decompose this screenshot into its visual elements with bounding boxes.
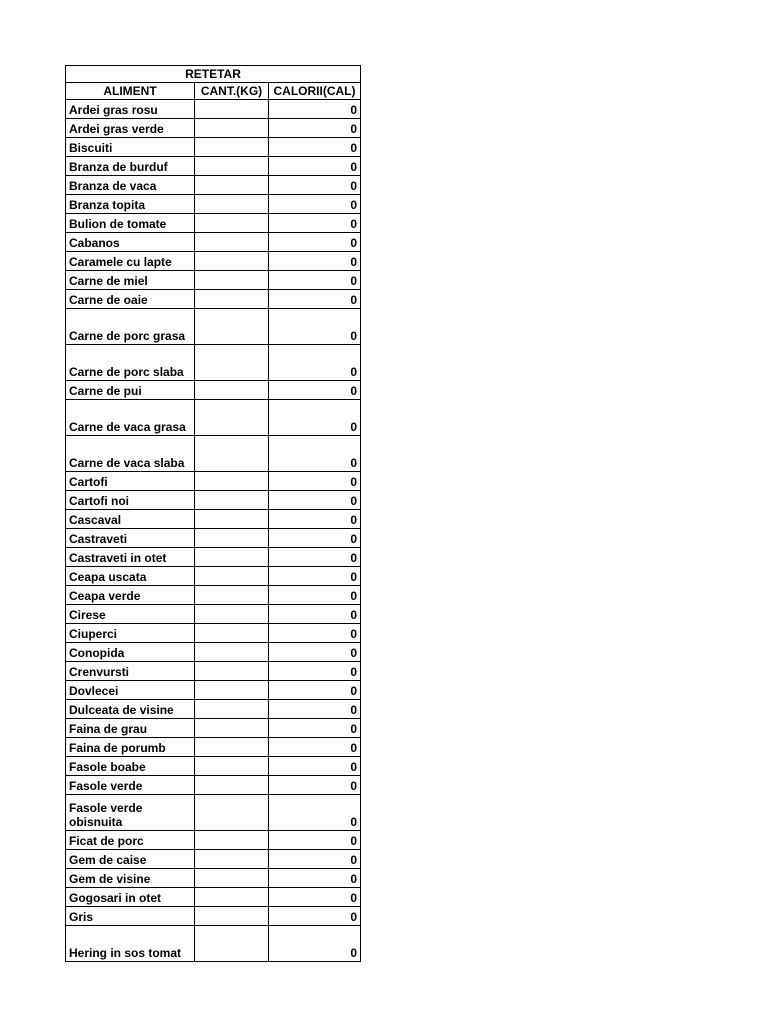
table-row: [66, 907, 361, 926]
calories-cell: 0: [269, 776, 361, 795]
table-row: [66, 719, 361, 738]
food-name-cell: Carne de vaca grasa: [66, 400, 195, 436]
calories-cell: 0: [269, 719, 361, 738]
food-name-cell: Cabanos: [66, 233, 195, 252]
calories-cell: 0: [269, 700, 361, 719]
calories-cell: 0: [269, 472, 361, 491]
food-name-cell: Caramele cu lapte: [66, 252, 195, 271]
quantity-cell[interactable]: [195, 624, 269, 643]
table-row: [66, 567, 361, 586]
table-row: [66, 700, 361, 719]
quantity-cell[interactable]: [195, 586, 269, 605]
table-row: [66, 472, 361, 491]
table-row: [66, 888, 361, 907]
quantity-cell[interactable]: [195, 400, 269, 436]
quantity-cell[interactable]: [195, 548, 269, 567]
food-name-cell: Ceapa verde: [66, 586, 195, 605]
quantity-cell[interactable]: [195, 757, 269, 776]
quantity-cell[interactable]: [195, 681, 269, 700]
calories-cell: 0: [269, 662, 361, 681]
table-row: [66, 436, 361, 472]
calories-cell: 0: [269, 290, 361, 309]
quantity-cell[interactable]: [195, 888, 269, 907]
calories-cell: 0: [269, 548, 361, 567]
food-name-cell: Carne de miel: [66, 271, 195, 290]
table-row: [66, 176, 361, 195]
food-name-cell: Cartofi noi: [66, 491, 195, 510]
food-name-cell: Hering in sos tomat: [66, 926, 195, 962]
table-row: [66, 662, 361, 681]
food-name-cell: Carne de vaca slaba: [66, 436, 195, 472]
quantity-cell[interactable]: [195, 176, 269, 195]
calories-cell: 0: [269, 869, 361, 888]
calories-cell: 0: [269, 400, 361, 436]
calories-cell: 0: [269, 436, 361, 472]
food-name-cell: Gem de caise: [66, 850, 195, 869]
table-row: [66, 624, 361, 643]
table-row: [66, 850, 361, 869]
quantity-cell[interactable]: [195, 233, 269, 252]
food-name-cell: Ardei gras rosu: [66, 100, 195, 119]
table-title: RETETAR: [66, 66, 361, 83]
quantity-cell[interactable]: [195, 214, 269, 233]
quantity-cell[interactable]: [195, 795, 269, 831]
calories-cell: 0: [269, 233, 361, 252]
table-row: [66, 381, 361, 400]
food-name-cell: Conopida: [66, 643, 195, 662]
food-name-cell: Ficat de porc: [66, 831, 195, 850]
food-name-cell: Faina de grau: [66, 719, 195, 738]
table-row: [66, 252, 361, 271]
quantity-cell[interactable]: [195, 776, 269, 795]
food-name-cell: Faina de porumb: [66, 738, 195, 757]
food-name-cell: Cascaval: [66, 510, 195, 529]
calories-cell: 0: [269, 529, 361, 548]
calories-cell: 0: [269, 381, 361, 400]
food-name-cell: Biscuiti: [66, 138, 195, 157]
quantity-cell[interactable]: [195, 907, 269, 926]
calories-cell: 0: [269, 624, 361, 643]
food-name-cell: Carne de porc grasa: [66, 309, 195, 345]
quantity-cell[interactable]: [195, 195, 269, 214]
quantity-cell[interactable]: [195, 605, 269, 624]
quantity-cell[interactable]: [195, 252, 269, 271]
table-row: [66, 214, 361, 233]
calories-cell: 0: [269, 309, 361, 345]
quantity-cell[interactable]: [195, 100, 269, 119]
calories-cell: 0: [269, 157, 361, 176]
table-row: [66, 776, 361, 795]
quantity-cell[interactable]: [195, 510, 269, 529]
table-row: [66, 138, 361, 157]
food-name-cell: Fasole verde obisnuita: [66, 795, 195, 831]
food-name-cell: Branza topita: [66, 195, 195, 214]
quantity-cell[interactable]: [195, 926, 269, 962]
table-row: [66, 157, 361, 176]
calorie-table: [65, 65, 361, 962]
quantity-cell[interactable]: [195, 643, 269, 662]
calories-cell: 0: [269, 510, 361, 529]
calories-cell: 0: [269, 757, 361, 776]
quantity-cell[interactable]: [195, 869, 269, 888]
food-name-cell: Bulion de tomate: [66, 214, 195, 233]
table-row: [66, 400, 361, 436]
food-name-cell: Castraveti: [66, 529, 195, 548]
calories-cell: 0: [269, 100, 361, 119]
table-row: [66, 271, 361, 290]
calories-cell: 0: [269, 195, 361, 214]
table-row: [66, 831, 361, 850]
quantity-cell[interactable]: [195, 436, 269, 472]
calories-cell: 0: [269, 605, 361, 624]
food-name-cell: Dovlecei: [66, 681, 195, 700]
table-row: [66, 529, 361, 548]
table-row: [66, 738, 361, 757]
calories-cell: 0: [269, 214, 361, 233]
calories-cell: 0: [269, 850, 361, 869]
food-name-cell: Carne de pui: [66, 381, 195, 400]
food-name-cell: Ardei gras verde: [66, 119, 195, 138]
table-row: [66, 491, 361, 510]
food-name-cell: Carne de porc slaba: [66, 345, 195, 381]
quantity-cell[interactable]: [195, 345, 269, 381]
table-body: [66, 100, 361, 962]
table-row: [66, 643, 361, 662]
table-row: [66, 681, 361, 700]
food-name-cell: Gogosari in otet: [66, 888, 195, 907]
food-name-cell: Dulceata de visine: [66, 700, 195, 719]
table-row: [66, 510, 361, 529]
calories-cell: 0: [269, 138, 361, 157]
quantity-cell[interactable]: [195, 738, 269, 757]
table-row: [66, 586, 361, 605]
header-quantity: CANT.(KG): [195, 83, 269, 100]
calories-cell: 0: [269, 119, 361, 138]
calories-cell: 0: [269, 176, 361, 195]
table-row: [66, 757, 361, 776]
quantity-cell[interactable]: [195, 831, 269, 850]
calories-cell: 0: [269, 567, 361, 586]
food-name-cell: Carne de oaie: [66, 290, 195, 309]
food-name-cell: Castraveti in otet: [66, 548, 195, 567]
calories-cell: 0: [269, 831, 361, 850]
food-name-cell: Gris: [66, 907, 195, 926]
calories-cell: 0: [269, 252, 361, 271]
calories-cell: 0: [269, 345, 361, 381]
quantity-cell[interactable]: [195, 850, 269, 869]
header-calories: CALORII(CAL): [269, 83, 361, 100]
table-row: [66, 100, 361, 119]
quantity-cell[interactable]: [195, 119, 269, 138]
quantity-cell[interactable]: [195, 309, 269, 345]
calories-cell: 0: [269, 738, 361, 757]
food-name-cell: Fasole boabe: [66, 757, 195, 776]
food-name-cell: Ceapa uscata: [66, 567, 195, 586]
food-name-cell: Cartofi: [66, 472, 195, 491]
calories-cell: 0: [269, 888, 361, 907]
table-row: [66, 795, 361, 831]
quantity-cell[interactable]: [195, 662, 269, 681]
calories-cell: 0: [269, 643, 361, 662]
quantity-cell[interactable]: [195, 472, 269, 491]
table-row: [66, 869, 361, 888]
table-row: [66, 548, 361, 567]
recipe-sheet: [65, 65, 360, 962]
quantity-cell[interactable]: [195, 719, 269, 738]
table-row: [66, 309, 361, 345]
calories-cell: 0: [269, 926, 361, 962]
table-row: [66, 290, 361, 309]
table-row: [66, 345, 361, 381]
calories-cell: 0: [269, 491, 361, 510]
calories-cell: 0: [269, 795, 361, 831]
food-name-cell: Branza de burduf: [66, 157, 195, 176]
header-aliment: ALIMENT: [66, 83, 195, 100]
quantity-cell[interactable]: [195, 381, 269, 400]
quantity-cell[interactable]: [195, 700, 269, 719]
food-name-cell: Cirese: [66, 605, 195, 624]
quantity-cell[interactable]: [195, 491, 269, 510]
quantity-cell[interactable]: [195, 290, 269, 309]
quantity-cell[interactable]: [195, 529, 269, 548]
table-row: [66, 233, 361, 252]
food-name-cell: Gem de visine: [66, 869, 195, 888]
food-name-cell: Fasole verde: [66, 776, 195, 795]
calories-cell: 0: [269, 586, 361, 605]
quantity-cell[interactable]: [195, 271, 269, 290]
table-row: [66, 119, 361, 138]
quantity-cell[interactable]: [195, 138, 269, 157]
quantity-cell[interactable]: [195, 157, 269, 176]
table-row: [66, 926, 361, 962]
calories-cell: 0: [269, 907, 361, 926]
calories-cell: 0: [269, 681, 361, 700]
table-row: [66, 195, 361, 214]
food-name-cell: Branza de vaca: [66, 176, 195, 195]
calories-cell: 0: [269, 271, 361, 290]
quantity-cell[interactable]: [195, 567, 269, 586]
food-name-cell: Crenvursti: [66, 662, 195, 681]
food-name-cell: Ciuperci: [66, 624, 195, 643]
table-row: [66, 605, 361, 624]
